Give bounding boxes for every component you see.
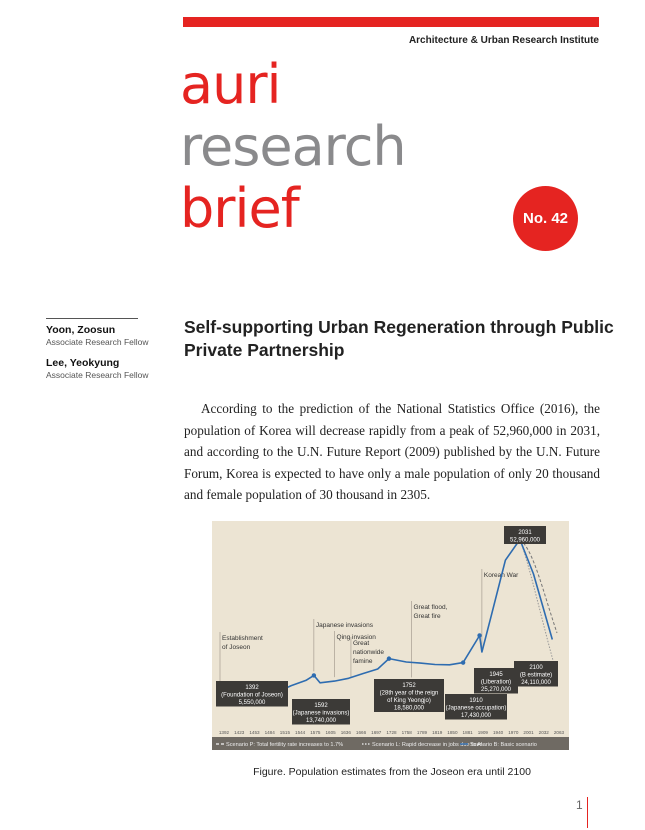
callout-label: 2100: [529, 665, 543, 671]
x-tick-label: 1453: [249, 730, 260, 735]
x-tick-label: 1850: [447, 730, 458, 735]
callout-label: (28th year of the reign: [379, 690, 439, 697]
x-tick-label: 1605: [325, 730, 336, 735]
x-tick-label: 1575: [310, 730, 321, 735]
event-label: Great flood,: [413, 604, 448, 611]
event-label: famine: [352, 658, 373, 665]
logo-auri: auri: [180, 53, 281, 116]
x-tick-label: 1666: [355, 730, 367, 735]
chart-svg: [212, 521, 569, 750]
x-tick-label: 1636: [340, 730, 351, 735]
x-tick-label: 1881: [462, 730, 473, 735]
author-name: Yoon, Zoosun: [46, 324, 116, 336]
callout-label: (B estimate): [519, 672, 553, 679]
event-label: Establishment: [222, 635, 263, 642]
x-tick-label: 1423: [234, 730, 245, 735]
author-role: Associate Research Fellow: [46, 370, 149, 380]
author-name: Lee, Yeokyung: [46, 357, 120, 369]
author-1: [46, 324, 149, 347]
data-point: [461, 660, 465, 664]
event-label: Great fire: [413, 613, 441, 620]
population-chart: [212, 521, 569, 750]
logo-brief: brief: [180, 177, 299, 240]
callout-label: 24,110,000: [521, 680, 551, 686]
x-tick-label: 1789: [416, 730, 428, 735]
article-title: Self-supporting Urban Regeneration through Public Private Partnership: [184, 317, 614, 360]
data-point: [477, 633, 481, 637]
event-label: Japanese invasions: [315, 622, 373, 629]
x-tick-label: 2001: [523, 730, 534, 735]
event-label: nationwide: [352, 649, 385, 656]
logo-research: research: [180, 115, 406, 178]
event-label: Korean War: [483, 572, 519, 579]
callout-label: 25,270,000: [480, 687, 512, 693]
callout-label: 1910: [469, 698, 483, 704]
callout-label: 1392: [245, 685, 259, 691]
legend-label: Scenario L: Rapid decrease in jobs due to AI: [372, 742, 483, 748]
callout-label: (Foundation of Joseon): [221, 692, 283, 699]
author-role: Associate Research Fellow: [46, 337, 149, 347]
x-tick-label: 1728: [386, 730, 397, 735]
x-tick-label: 1544: [295, 730, 306, 735]
callout-label: 5,550,000: [238, 700, 266, 706]
x-tick-label: 1970: [508, 730, 519, 735]
callout-label: (Liberation): [480, 679, 512, 686]
callout-label: 2031: [518, 530, 532, 536]
body-paragraph: According to the prediction of the National Statistics Office (2016), the population of Korea will decrease rapidly from a peak of 52,960,000 in 2031, and according to the U.N. Future Report (2009) published by the U.N. Future Forum, Korea is expected to have only a male population of only 20 thousand and female population of 30 thousand in 2305.: [184, 401, 600, 502]
event-label: Great: [352, 640, 370, 647]
x-tick-label: 2063: [553, 730, 565, 735]
x-tick-label: 1758: [401, 730, 412, 735]
callout-label: 18,580,000: [393, 705, 425, 712]
callout-label: (Japanese invasions): [292, 710, 350, 717]
callout-label: 17,430,000: [460, 713, 492, 719]
x-tick-label: 2032: [538, 730, 549, 735]
legend-label: Scenario B: Basic scenario: [470, 742, 537, 748]
data-point: [312, 673, 316, 677]
callout-label: 1592: [314, 703, 328, 709]
callout-label: of King Yeongjo): [387, 698, 431, 704]
callout-label: 1752: [402, 683, 416, 689]
legend-label: Scenario P: Total fertility rate increases to 1.7%: [226, 742, 344, 748]
data-point: [387, 656, 391, 660]
callout-label: 13,740,000: [305, 718, 337, 724]
callout-label: 52,960,000: [509, 537, 541, 544]
author-divider: [46, 318, 138, 319]
x-tick-label: 1392: [218, 730, 230, 735]
institute-name: Architecture & Urban Research Institute: [408, 35, 599, 46]
x-tick-label: 1909: [477, 730, 488, 735]
page-number: 1: [576, 798, 583, 812]
x-tick-label: 1940: [492, 730, 504, 735]
x-tick-label: 1484: [264, 730, 275, 735]
x-tick-label: 1697: [371, 730, 382, 735]
callout-label: (Japanese occupation): [445, 705, 507, 712]
x-tick-label: 1819: [432, 730, 443, 735]
page-number-rule: [587, 797, 588, 828]
event-label: Qing invasion: [336, 634, 376, 641]
event-label: of Joseon: [222, 644, 251, 651]
scenario-l-line: [520, 540, 557, 675]
issue-number-badge: No. 42: [513, 186, 578, 251]
author-2: [46, 357, 149, 380]
header-red-bar: [183, 17, 599, 27]
x-tick-label: 1515: [279, 730, 291, 735]
callout-label: 1945: [489, 672, 503, 678]
figure-caption: Figure. Population estimates from the Joseon era until 2100: [253, 766, 531, 778]
